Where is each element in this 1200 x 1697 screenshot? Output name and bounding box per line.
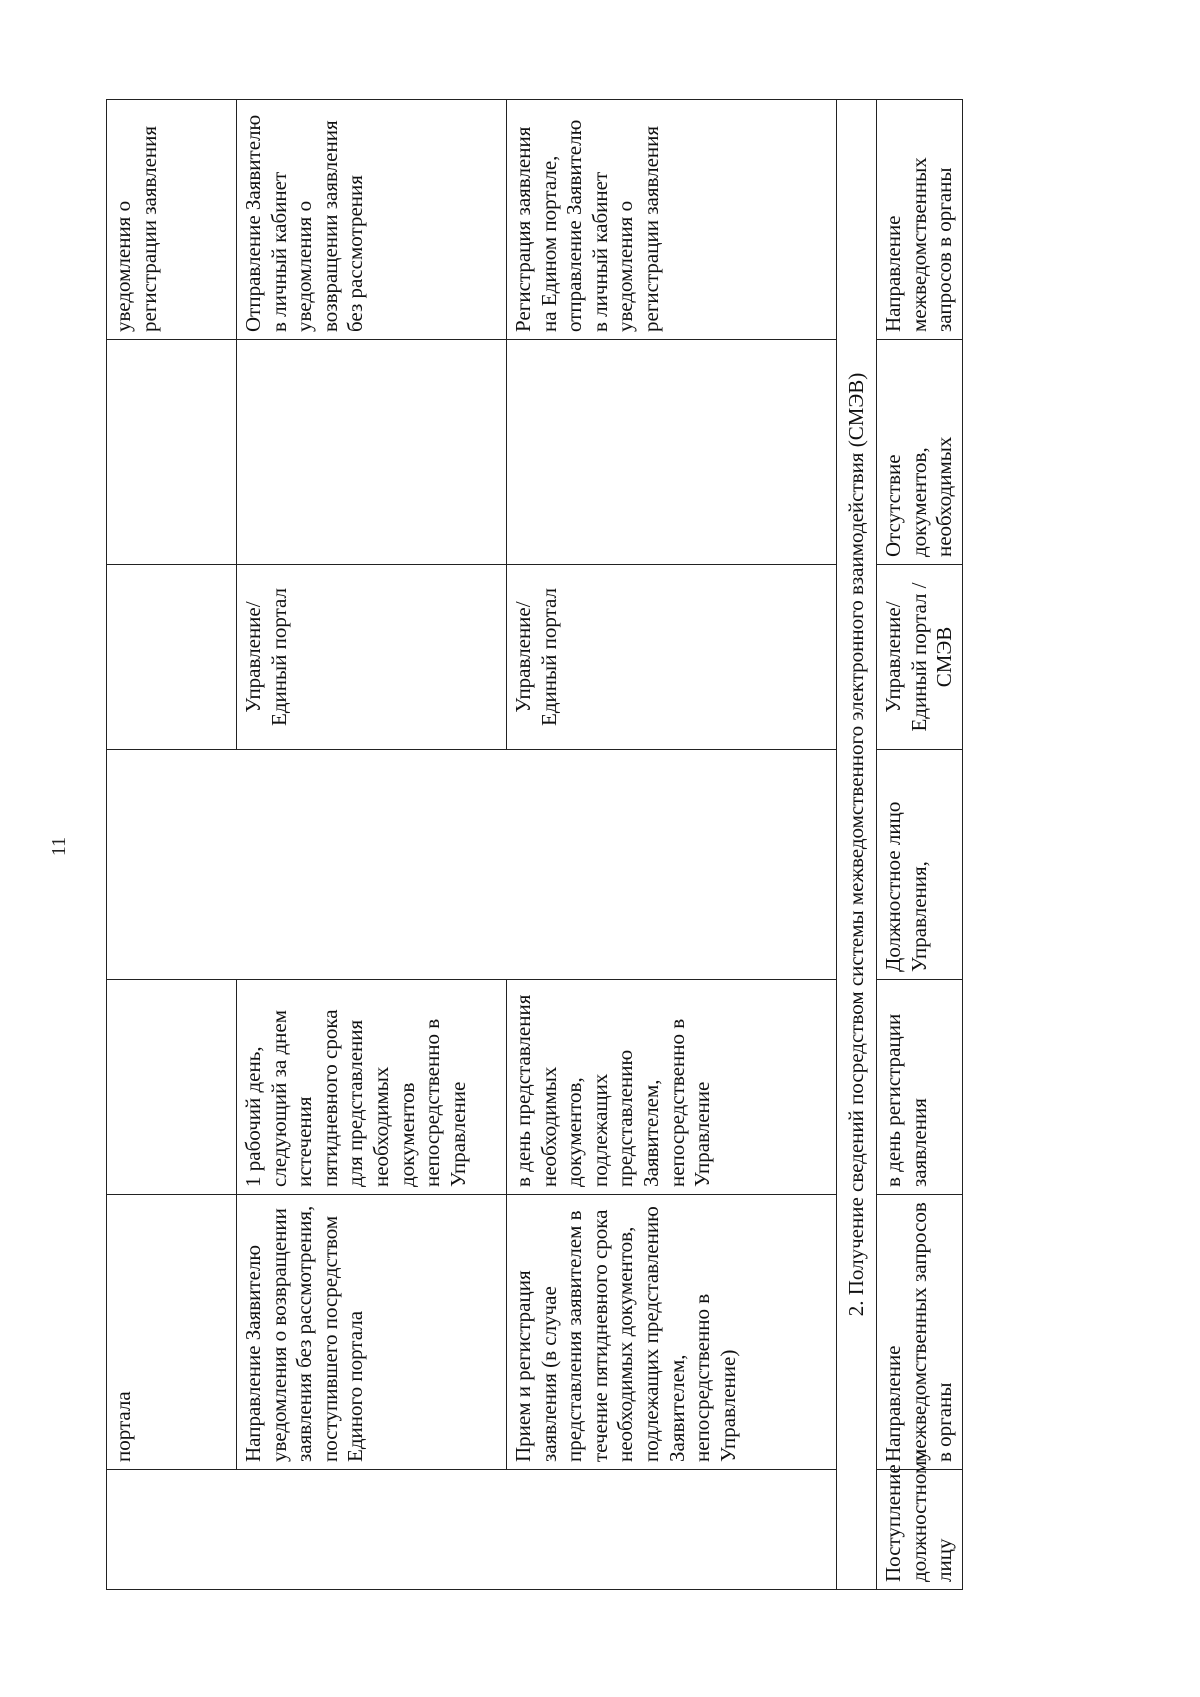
table-cell: в день представления необходимых документов, подлежащих представлению Заявителем, непосредственно в Управление — [507, 980, 837, 1195]
table-cell: Прием и регистрация заявления (в случае представления заявителем в течение пятидневного срока необходимых документов, подлежащих представлению Заявителем, непосредственно в Управление) — [507, 1195, 837, 1470]
section-row — [837, 100, 877, 1590]
table-cell — [107, 565, 237, 750]
table-cell: Направление межведомственных запросов в органы — [877, 100, 963, 340]
table-cell — [107, 980, 237, 1195]
table-row — [107, 100, 237, 1590]
table-cell — [107, 750, 837, 980]
table-cell: Отправление Заявителю в личный кабинет уведомления о возвращении заявления без рассмотрения — [237, 100, 507, 340]
page-number: 11 — [48, 836, 71, 857]
table-row — [877, 100, 963, 1590]
table-cell: портала — [107, 1195, 237, 1470]
procedure-table — [106, 99, 963, 1590]
table-cell: Управление/ Единый портал — [507, 565, 837, 750]
table-cell: Управление/ Единый портал /СМЭВ — [877, 565, 963, 750]
table-cell: уведомления о регистрации заявления — [107, 100, 237, 340]
table-cell: Поступление должностному лицу — [877, 1470, 963, 1590]
table-cell: 1 рабочий день, следующий за днем истечения пятидневного срока для представления необходимых документов непосредственно в Управление — [237, 980, 507, 1195]
table-cell — [107, 1470, 837, 1590]
table-cell: Направление Заявителю уведомления о возвращении заявления без рассмотрения, поступившего посредством Единого портала — [237, 1195, 507, 1470]
table-cell: Отсутствие документов, необходимых — [877, 340, 963, 565]
table-cell: Регистрация заявления на Едином портале, отправление Заявителю в личный кабинет уведомления о регистрации заявления — [507, 100, 837, 340]
table-cell — [107, 340, 237, 565]
section-title: 2. Получение сведений посредством системы межведомственного электронного взаимодействия (СМЭВ) — [837, 100, 877, 1590]
table-cell: Управление/ Единый портал — [237, 565, 507, 750]
table-cell — [237, 340, 507, 565]
table-cell — [507, 340, 837, 565]
table-cell: Должностное лицо Управления, — [877, 750, 963, 980]
table-cell: в день регистрации заявления — [877, 980, 963, 1195]
rotated-table-page — [106, 100, 957, 1590]
table-cell: Направление межведомственных запросов в органы — [877, 1195, 963, 1470]
